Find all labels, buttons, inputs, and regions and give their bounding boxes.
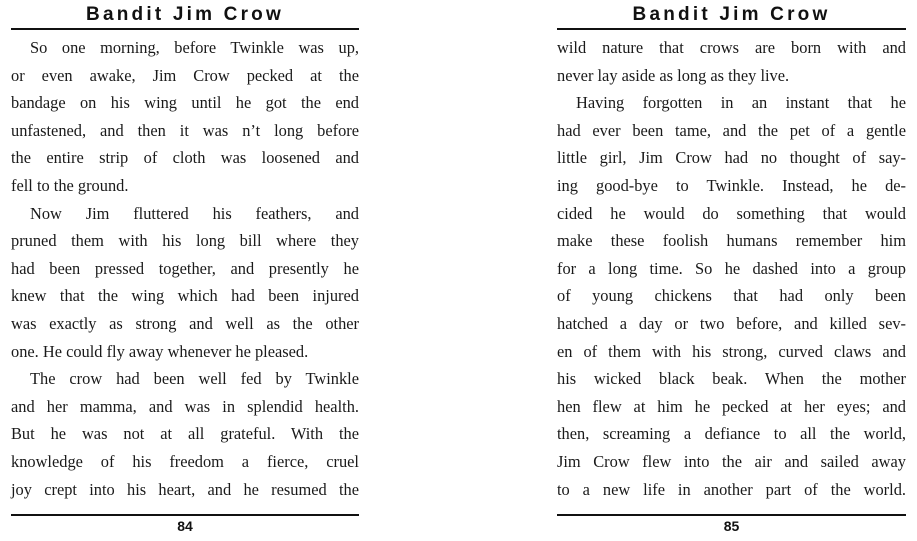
text-line: But he was not at all grateful. With the [11,424,359,444]
footer-rule [557,514,906,516]
text-line: the entire strip of cloth was loosened and [11,148,359,168]
text-line: for a long time. So he dashed into a group [557,258,906,278]
text-line: had ever been tame, and the pet of a gentle [557,120,906,140]
text-line: en of them with his strong, curved claws and [557,341,906,361]
text-line: hatched a day or two before, and killed sev- [557,313,906,333]
header-rule [11,28,359,30]
text-line: one. He could fly away whenever he pleased. [11,341,309,361]
text-line: ing good-bye to Twinkle. Instead, he de- [557,175,906,195]
text-line: to a new life in another part of the world. [557,479,906,499]
text-line: So one morning, before Twinkle was up, [30,38,359,57]
text-line: unfastened, and then it was n’t long before [11,120,359,140]
text-line: knowledge of his freedom a fierce, cruel [11,451,359,471]
text-line: wild nature that crows are born with and [557,38,906,57]
text-line: cided he would do something that would [557,203,906,223]
text-line: Now Jim fluttered his feathers, and [30,203,359,223]
text-line: was exactly as strong and well as the other [11,313,359,333]
page-body [11,34,359,503]
text-line: fell to the ground. [11,175,129,195]
text-line: pruned them with his long bill where they [11,231,359,251]
text-line: Having forgotten in an instant that he [576,93,906,113]
text-line: never lay aside as long as they live. [557,65,790,85]
left-page [11,0,359,541]
text-line: knew that the wing which had been injured [11,286,359,306]
text-line: The crow had been well fed by Twinkle [30,369,359,389]
text-line: had been pressed together, and presently he [11,258,359,278]
text-line: make these foolish humans remember him [557,231,906,251]
page-body [557,34,906,503]
text-line: of young chickens that had only been [557,286,906,306]
right-page [557,0,906,541]
text-line: hen flew at him he pecked at her eyes; and [557,396,906,416]
text-line: little girl, Jim Crow had no thought of say- [557,148,906,168]
text-line: bandage on his wing until he got the end [11,93,359,113]
text-line: his wicked black beak. When the mother [557,369,906,389]
running-head: Bandit Jim Crow [86,4,284,25]
page-number: 84 [177,518,193,534]
text-line: or even awake, Jim Crow pecked at the [11,65,359,85]
footer-rule [11,514,359,516]
header-rule [557,28,906,30]
text-line: joy crept into his heart, and he resumed the [11,479,359,499]
running-head: Bandit Jim Crow [632,4,831,25]
text-line: then, screaming a defiance to all the world, [557,424,906,444]
page-number: 85 [723,518,740,534]
text-line: and her mamma, and was in splendid health. [11,396,359,416]
text-line: Jim Crow flew into the air and sailed away [557,451,906,471]
